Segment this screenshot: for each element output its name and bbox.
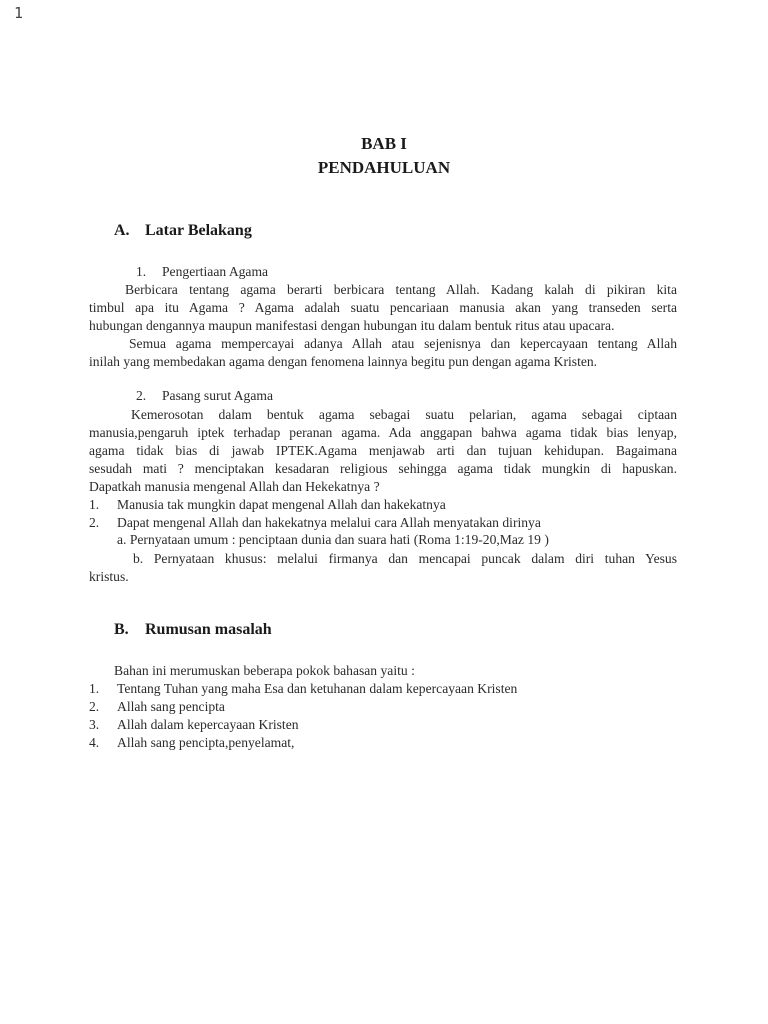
subsection-2-number: 2. xyxy=(136,388,147,403)
list-item-text: Manusia tak mungkin dapat mengenal Allah dan hakekatnya xyxy=(117,497,446,512)
sub-item-b: b. Pernyataan khusus: melalui firmanya dan mencapai puncak dalam diri tuhan Yesus xyxy=(133,551,677,566)
paragraph-line: Kemerosotan dalam bentuk agama sebagai suatu pelarian, agama sebagai ciptaan xyxy=(131,407,677,422)
paragraph-line: agama tidak bias di jawab IPTEK.Agama menjawab arti dan tujuan kehidupan. Bagaimana xyxy=(89,443,677,458)
list-item-number: 4. xyxy=(89,735,100,750)
section-b-label: B. xyxy=(114,621,129,638)
list-item xyxy=(89,514,541,532)
list-item-number: 1. xyxy=(89,681,100,696)
chapter-title: PENDAHULUAN xyxy=(317,158,451,177)
sub-item-b-continuation: kristus. xyxy=(89,569,129,584)
page-number: 1 xyxy=(14,4,24,22)
section-b-title: Rumusan masalah xyxy=(145,621,272,638)
subsection-2-label: Pasang surut Agama xyxy=(162,388,273,403)
chapter-number: BAB I xyxy=(361,134,407,153)
section-b-heading xyxy=(114,621,272,639)
paragraph-line: manusia,pengaruh iptek terhadap peranan agama. Ada anggapan bahwa agama tidak bias lenyap, xyxy=(89,425,677,440)
section-a-title: Latar Belakang xyxy=(145,222,252,239)
subsection-1-number: 1. xyxy=(136,264,147,279)
list-item xyxy=(89,734,294,752)
paragraph-line: inilah yang membedakan agama dengan fenomena lainnya begitu pun dengan agama Kristen. xyxy=(89,354,598,369)
list-item-text: Allah sang pencipta xyxy=(117,699,225,714)
subsection-1-title xyxy=(136,263,268,281)
paragraph-line: timbul apa itu Agama ? Agama adalah suatu pencariaan manusia akan yang transeden serta xyxy=(89,300,677,315)
paragraph-line: sesudah mati ? menciptakan kesadaran religious sehingga agama tidak mungkin di hapuskan. xyxy=(89,461,677,476)
paragraph-line: Semua agama mempercayai adanya Allah atau sejenisnya dan kepercayaan tentang Allah xyxy=(129,336,677,351)
list-item xyxy=(89,698,225,716)
list-item xyxy=(89,496,446,514)
subsection-1-label: Pengertiaan Agama xyxy=(162,264,269,279)
list-item-number: 3. xyxy=(89,717,100,732)
paragraph-line: Berbicara tentang agama berarti berbicara tentang Allah. Kadang kalah di pikiran kita xyxy=(125,282,677,297)
list-item-number: 2. xyxy=(89,515,100,530)
sub-item-a: a. Pernyataan umum : penciptaan dunia dan suara hati (Roma 1:19-20,Maz 19 ) xyxy=(117,532,549,547)
list-item-number: 2. xyxy=(89,699,100,714)
list-item-text: Allah dalam kepercayaan Kristen xyxy=(117,717,299,732)
subsection-2-title xyxy=(136,387,273,405)
section-a-heading xyxy=(114,222,252,240)
paragraph-line: Dapatkah manusia mengenal Allah dan Hekekatnya ? xyxy=(89,479,380,494)
list-item xyxy=(89,680,517,698)
list-item-number: 1. xyxy=(89,497,100,512)
list-item-text: Allah sang pencipta,penyelamat, xyxy=(117,735,295,750)
section-a-label: A. xyxy=(114,222,130,239)
list-item xyxy=(89,716,299,734)
paragraph-line: hubungan dengannya maupun manifestasi dengan hubungan itu dalam bentuk ritus atau upacara. xyxy=(89,318,615,333)
list-item-text: Tentang Tuhan yang maha Esa dan ketuhanan dalam kepercayaan Kristen xyxy=(117,681,518,696)
section-b-intro: Bahan ini merumuskan beberapa pokok bahasan yaitu : xyxy=(114,663,415,678)
list-item-text: Dapat mengenal Allah dan hakekatnya melalui cara Allah menyatakan dirinya xyxy=(117,515,541,530)
